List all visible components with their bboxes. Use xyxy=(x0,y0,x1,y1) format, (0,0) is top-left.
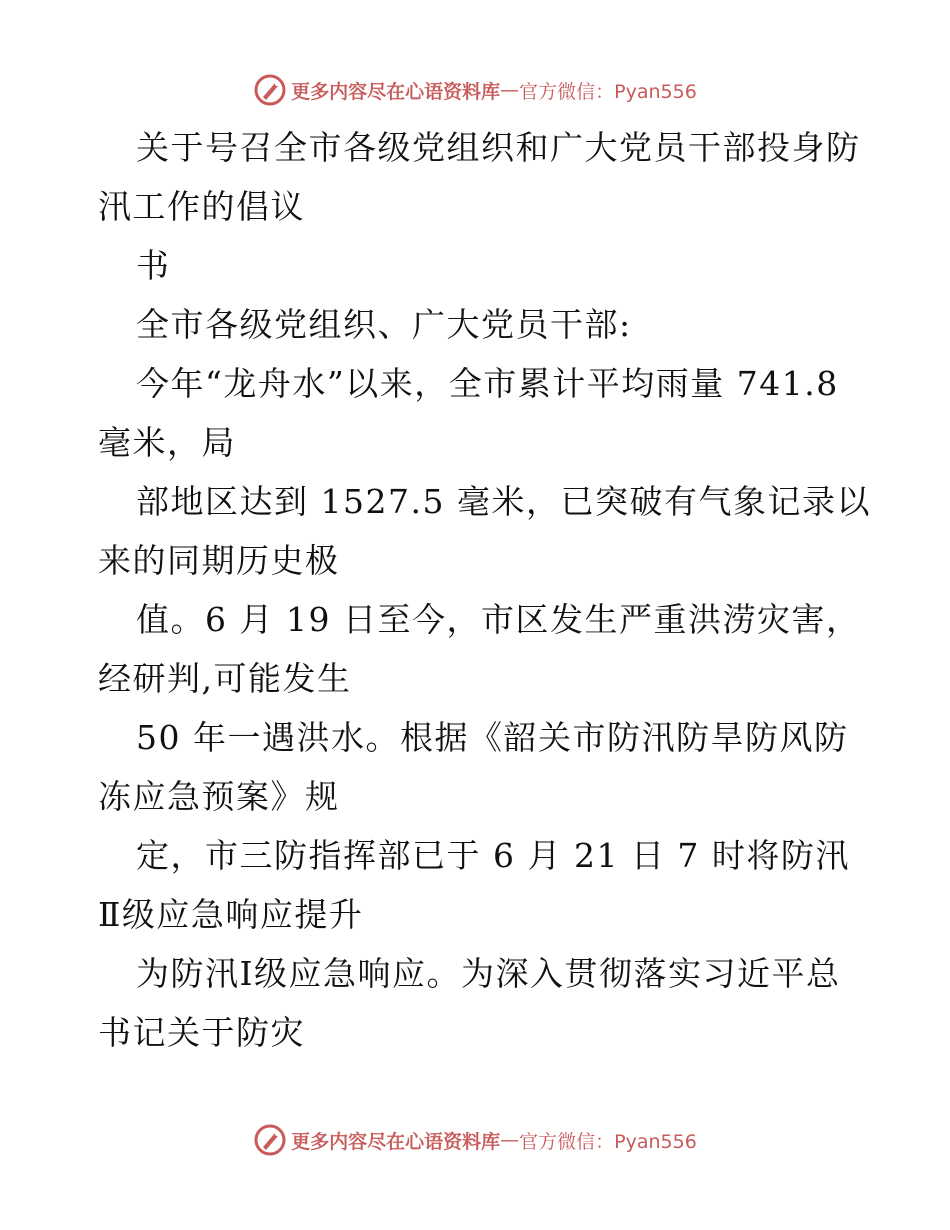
document-line: 今年“龙舟水”以来，全市累计平均雨量 741.8 xyxy=(136,364,839,403)
document-line: 书 xyxy=(136,246,171,285)
header-watermark xyxy=(0,70,950,110)
watermark-text: 更多内容尽在心语资料库 xyxy=(291,80,501,103)
document-line: 书记关于防灾 xyxy=(98,1013,305,1052)
document-line: 经研判,可能发生 xyxy=(98,659,352,698)
document-line: 关于号召全市各级党组织和广大党员干部投身防 xyxy=(136,128,861,167)
document-line: 定，市三防指挥部已于 6 月 21 日 7 时将防汛 xyxy=(136,836,850,875)
document-line: 部地区达到 1527.5 毫米，已突破有气象记录以 xyxy=(136,482,871,521)
document-line: 来的同期历史极 xyxy=(98,541,340,580)
watermark-separator: — xyxy=(500,79,520,101)
pen-logo-icon xyxy=(253,73,287,107)
watermark-text: 更多内容尽在心语资料库 xyxy=(291,1130,501,1153)
watermark-suffix: 官方微信：Pyan556 xyxy=(519,80,697,103)
watermark-separator: — xyxy=(500,1129,520,1151)
footer-watermark xyxy=(0,1120,950,1160)
document-line: 为防汛Ⅰ级应急响应。为深入贯彻落实习近平总 xyxy=(136,954,841,993)
document-line: 值。6 月 19 日至今，市区发生严重洪涝灾害， xyxy=(136,600,861,639)
document-body xyxy=(98,118,871,1062)
document-line: 毫米，局 xyxy=(98,423,236,462)
document-line: Ⅱ级应急响应提升 xyxy=(98,895,364,934)
document-line: 50 年一遇洪水。根据《韶关市防汛防旱防风防 xyxy=(136,718,849,757)
pen-logo-icon xyxy=(253,1123,287,1157)
document-line: 冻应急预案》规 xyxy=(98,777,340,816)
document-line: 汛工作的倡议 xyxy=(98,187,305,226)
watermark-suffix: 官方微信：Pyan556 xyxy=(519,1130,697,1153)
document-line: 全市各级党组织、广大党员干部: xyxy=(136,305,632,344)
